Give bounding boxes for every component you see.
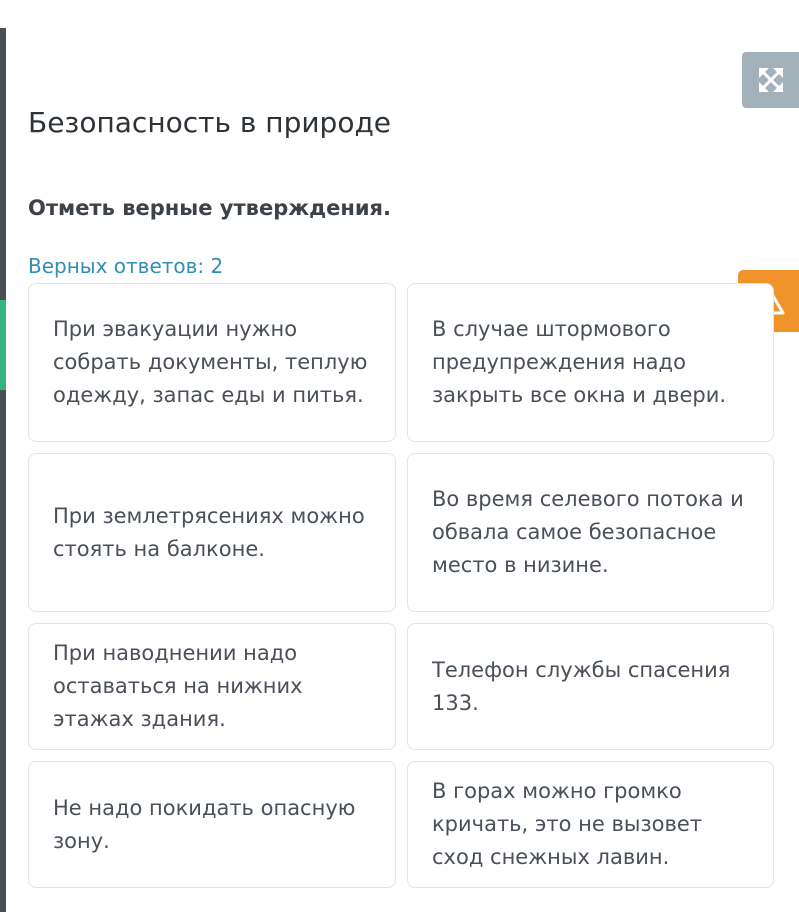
answer-option-text: При землетрясениях можно стоять на балконе.: [53, 503, 365, 561]
answer-option-2[interactable]: [407, 283, 774, 442]
answer-option-text: Во время селевого потока и обвала самое безопасное место в низине.: [432, 487, 744, 577]
left-side-bar: [0, 28, 6, 912]
correct-answers-count: Верных ответов: 2: [28, 254, 224, 278]
answer-option-7[interactable]: [28, 761, 396, 888]
answer-option-6[interactable]: [407, 623, 774, 750]
answer-option-text: Не надо покидать опасную зону.: [53, 795, 356, 853]
answer-option-3[interactable]: [28, 453, 396, 612]
answer-option-text: При эвакуации нужно собрать документы, теплую одежду, запас еды и питья.: [53, 317, 368, 407]
answer-option-4[interactable]: [407, 453, 774, 612]
answer-option-text: При наводнении надо оставаться на нижних этажах здания.: [53, 641, 303, 731]
answer-option-8[interactable]: [407, 761, 774, 888]
answer-option-text: В случае штормового предупреждения надо закрыть все окна и двери.: [432, 317, 727, 407]
answer-option-text: В горах можно громко кричать, это не вызовет сход снежных лавин.: [432, 779, 703, 869]
expand-arrows-icon: [756, 65, 786, 95]
answer-option-text: Телефон службы спасения 133.: [432, 657, 731, 715]
progress-indicator: [0, 300, 6, 390]
answer-option-1[interactable]: [28, 283, 396, 442]
answer-option-5[interactable]: [28, 623, 396, 750]
expand-button[interactable]: [742, 52, 799, 108]
quiz-title: Безопасность в природе: [28, 106, 392, 139]
question-instruction: Отметь верные утверждения.: [28, 196, 392, 220]
